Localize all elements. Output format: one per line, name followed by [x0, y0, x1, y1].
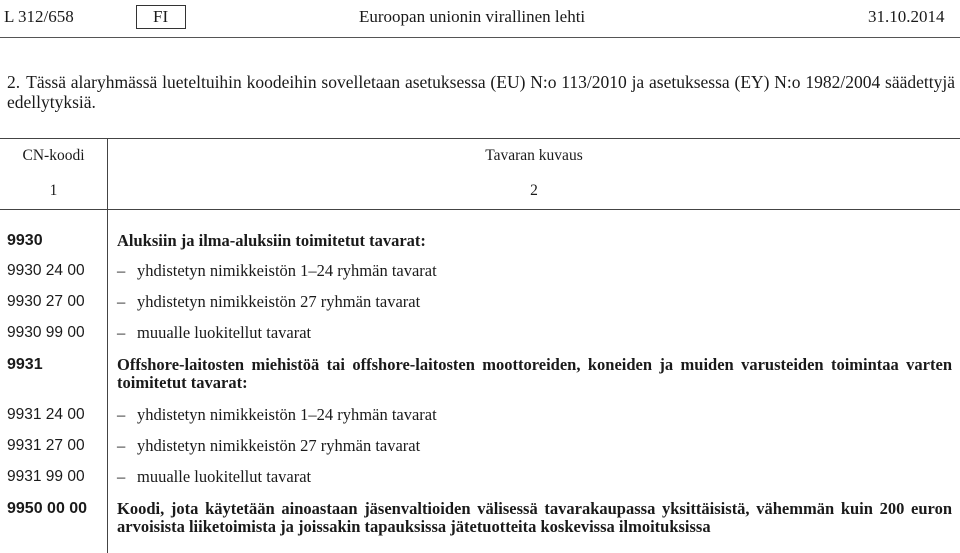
goods-description [117, 468, 952, 486]
intro-paragraph [7, 72, 955, 112]
goods-description [117, 406, 952, 424]
goods-description [117, 262, 952, 280]
cn-code: 9950 00 00 [7, 500, 88, 517]
publication-date: 31.10.2014 [868, 7, 945, 26]
goods-description: Aluksiin ja ilma-aluksiin toimitetut tavarat: [117, 231, 426, 250]
goods-description-text: yhdistetyn nimikkeistön 27 ryhmän tavarat [137, 292, 421, 311]
dash: – [117, 292, 126, 311]
dash: – [117, 405, 126, 424]
cn-code: 9930 24 00 [7, 262, 85, 279]
cn-code: 9931 99 00 [7, 468, 85, 485]
page-reference: L 312/658 [4, 7, 74, 26]
goods-description-text: muualle luokitellut tavarat [137, 323, 312, 342]
column-header-cn-code: CN-koodi [22, 147, 85, 164]
column-number-2: 2 [530, 182, 538, 199]
cn-code: 9930 [7, 232, 43, 249]
goods-description [117, 324, 952, 342]
intro-text: Tässä alaryhmässä lueteltuihin koodeihin sovelletaan asetuksessa (EU) N:o 113/2010 ja asetuksessa (EY) N:o 1982/2004 säädettyjä edellytyksiä. [7, 72, 955, 112]
goods-description-text: yhdistetyn nimikkeistön 1–24 ryhmän tavarat [137, 261, 437, 280]
table-header-rule [0, 209, 960, 210]
dash: – [117, 323, 126, 342]
cn-code: 9930 27 00 [7, 293, 85, 310]
column-number-1: 1 [49, 182, 58, 199]
goods-description: Koodi, jota käytetään ainoastaan jäsenvaltioiden välisessä tavarakaupassa yksittäisistä, vähemmän kuin 200 euron arvoisista liiketoimista ja joissakin tapauksissa jätetuotteita koskevissa ilmoituksissa [117, 499, 952, 536]
language-box: FI [136, 5, 186, 29]
cn-code: 9931 27 00 [7, 437, 85, 454]
cn-code: 9931 [7, 356, 43, 373]
goods-description [117, 437, 952, 455]
goods-description-text: yhdistetyn nimikkeistön 1–24 ryhmän tavarat [137, 405, 437, 424]
goods-description: Offshore-laitosten miehistöä tai offshore-laitosten moottoreiden, koneiden ja muiden varusteiden toimintaa varten toimitetut tavarat: [117, 355, 952, 392]
goods-description [117, 293, 952, 311]
dash: – [117, 436, 126, 455]
cn-code: 9931 24 00 [7, 406, 85, 423]
table-column-divider [107, 138, 108, 553]
dash: – [117, 261, 126, 280]
cn-code: 9930 99 00 [7, 324, 85, 341]
dash: – [117, 467, 126, 486]
column-header-description: Tavaran kuvaus [485, 147, 583, 164]
goods-description-text: yhdistetyn nimikkeistön 27 ryhmän tavarat [137, 436, 421, 455]
intro-number: 2. [7, 72, 21, 92]
journal-title: Euroopan unionin virallinen lehti [359, 7, 586, 26]
goods-description-text: muualle luokitellut tavarat [137, 467, 312, 486]
header-divider [0, 37, 960, 38]
table-top-rule [0, 138, 960, 139]
